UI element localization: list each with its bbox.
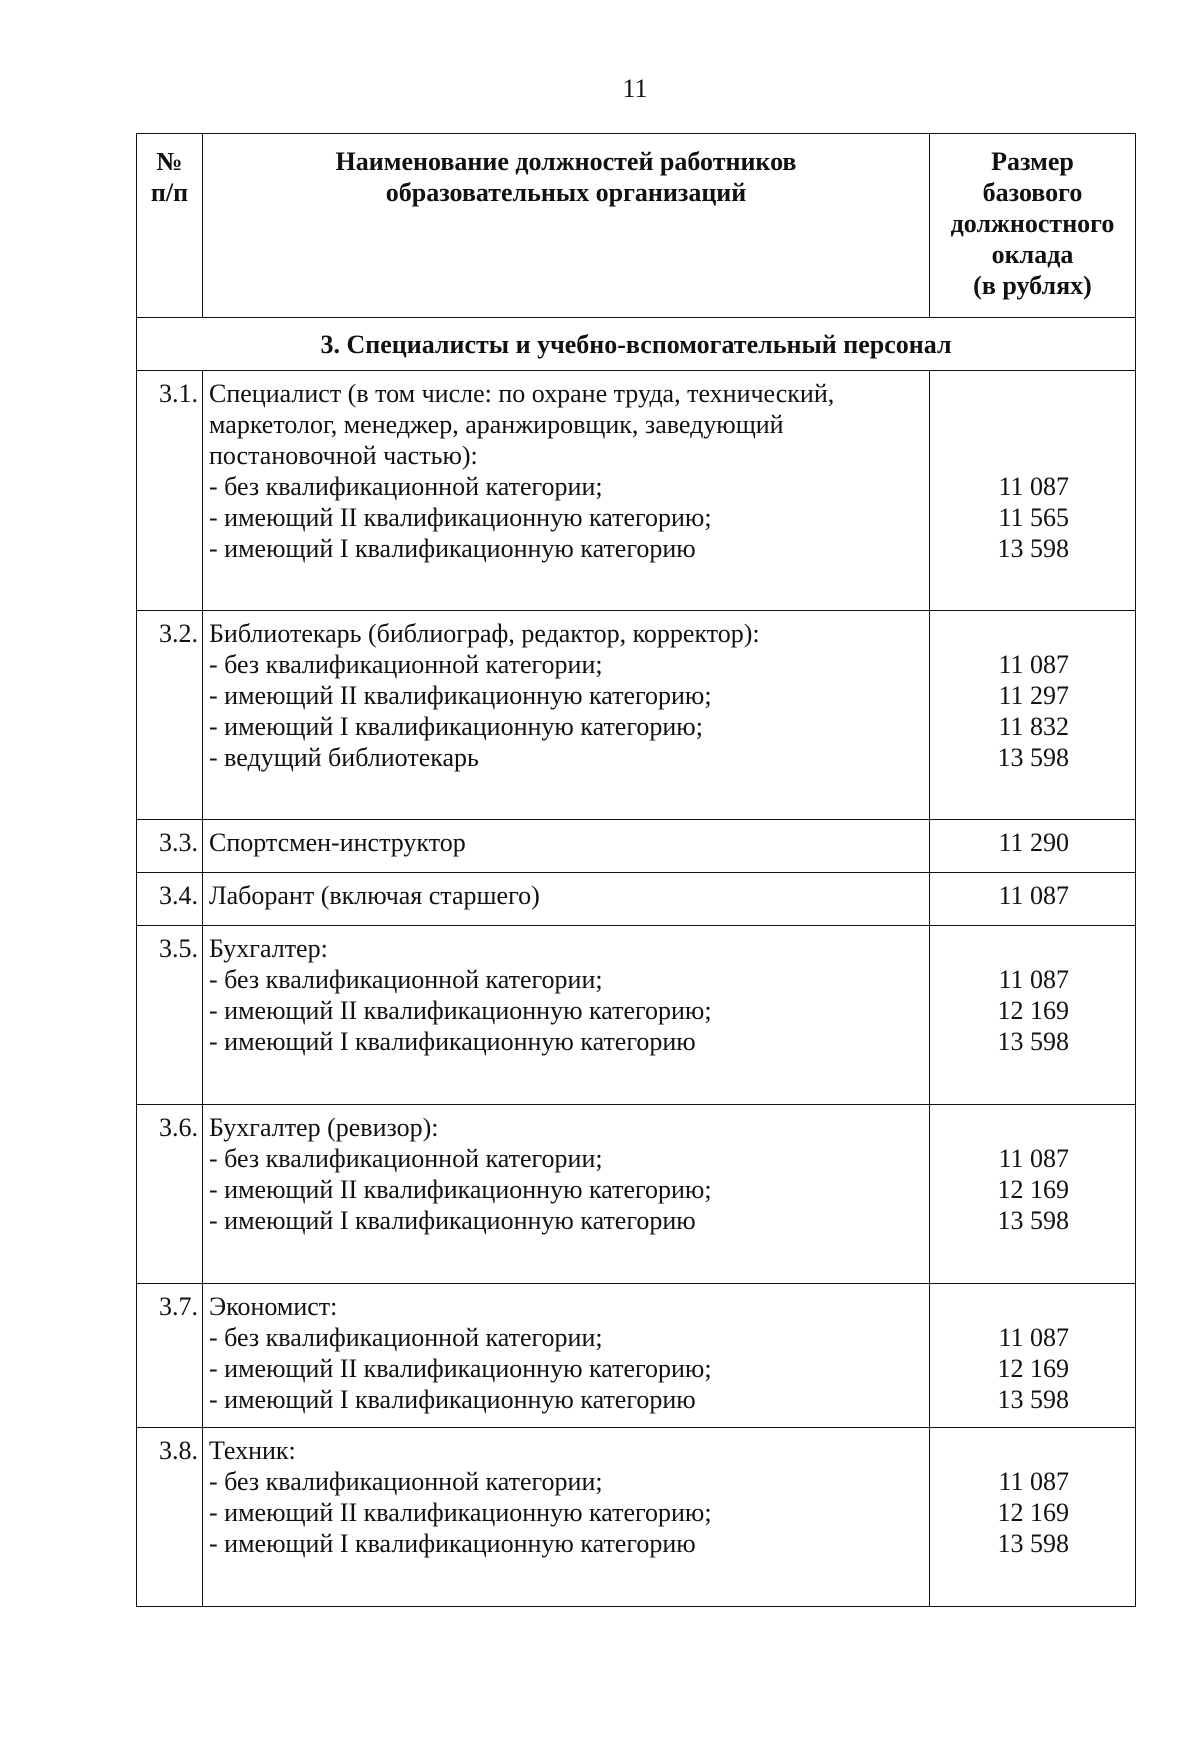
header-amount — [930, 134, 1136, 318]
position-line: маркетолог, менеджер, аранжировщик, заведующий — [209, 410, 784, 439]
amount-line: 11 087 — [998, 881, 1069, 910]
amount-line: 13 598 — [997, 1206, 1069, 1235]
position-line: - без квалификационной категории; — [209, 472, 603, 501]
amount-line: 12 169 — [997, 996, 1069, 1025]
amount-line: 13 598 — [997, 743, 1069, 772]
position-name — [203, 1284, 930, 1428]
salary-amount — [930, 873, 1136, 926]
position-name — [203, 1428, 930, 1607]
amount-line: 12 169 — [997, 1498, 1069, 1527]
row-number: 3.7. — [137, 1284, 203, 1428]
amount-line — [930, 1435, 1069, 1466]
row-number: 3.8. — [137, 1428, 203, 1607]
row-number: 3.3. — [137, 820, 203, 873]
table-row — [137, 1105, 1136, 1284]
salary-amount — [930, 1284, 1136, 1428]
salary-amount — [930, 611, 1136, 820]
header-name-line: образовательных организаций — [385, 178, 747, 207]
amount-line — [930, 1112, 1069, 1143]
header-amount-line: Размер — [991, 147, 1074, 176]
salary-amount — [930, 1105, 1136, 1284]
amount-line: 11 087 — [998, 965, 1069, 994]
amount-line: 13 598 — [997, 534, 1069, 563]
salary-amount — [930, 1428, 1136, 1607]
position-line: - имеющий II квалификационную категорию; — [209, 1354, 712, 1383]
header-amount-line: должностного — [950, 209, 1115, 238]
amount-line: 11 087 — [998, 1467, 1069, 1496]
position-line: Экономист: — [209, 1292, 338, 1321]
section-title: 3. Специалисты и учебно-вспомогательный персонал — [137, 318, 1136, 371]
table-row — [137, 1428, 1136, 1607]
header-num-line: п/п — [150, 178, 189, 207]
header-amount-line: оклада — [991, 240, 1074, 269]
salary-amount — [930, 820, 1136, 873]
salary-table — [136, 133, 1136, 1607]
position-line: Специалист (в том числе: по охране труда, технический, — [209, 379, 835, 408]
position-line: Спортсмен-инструктор — [209, 828, 466, 857]
position-line: Бухгалтер (ревизор): — [209, 1113, 439, 1142]
amount-line: 11 290 — [998, 828, 1069, 857]
amount-line: 11 087 — [998, 472, 1069, 501]
amount-line: 11 565 — [998, 503, 1069, 532]
table-row — [137, 873, 1136, 926]
amount-line: 11 087 — [998, 1144, 1069, 1173]
position-line: - ведущий библиотекарь — [209, 743, 479, 772]
position-line: постановочной частью): — [209, 441, 478, 470]
position-line: - имеющий I квалификационную категорию; — [209, 712, 703, 741]
salary-amount — [930, 371, 1136, 611]
amount-line: 12 169 — [997, 1175, 1069, 1204]
page-number: 11 — [622, 74, 648, 103]
section-row — [137, 318, 1136, 371]
header-num — [137, 134, 203, 318]
position-line: Лаборант (включая старшего) — [209, 881, 540, 910]
amount-line: 12 169 — [997, 1354, 1069, 1383]
row-number: 3.4. — [137, 873, 203, 926]
amount-line: 11 832 — [998, 712, 1069, 741]
table-row — [137, 820, 1136, 873]
position-line: - без квалификационной категории; — [209, 1467, 603, 1496]
position-line: - имеющий I квалификационную категорию — [209, 1385, 696, 1414]
amount-line: 11 087 — [998, 1323, 1069, 1352]
position-line: - имеющий I квалификационную категорию — [209, 1206, 696, 1235]
header-amount-line: (в рублях) — [973, 271, 1092, 300]
position-name — [203, 820, 930, 873]
header-num-line: № — [156, 147, 183, 176]
amount-line — [930, 440, 1069, 471]
amount-line: 11 087 — [998, 650, 1069, 679]
position-line: - имеющий II квалификационную категорию; — [209, 996, 712, 1025]
table-row — [137, 1284, 1136, 1428]
row-number: 3.6. — [137, 1105, 203, 1284]
position-line: - без квалификационной категории; — [209, 965, 603, 994]
position-line: - имеющий II квалификационную категорию; — [209, 1498, 712, 1527]
amount-line: 11 297 — [998, 681, 1069, 710]
row-number: 3.5. — [137, 926, 203, 1105]
row-number: 3.2. — [137, 611, 203, 820]
position-line: - имеющий II квалификационную категорию; — [209, 1175, 712, 1204]
salary-amount — [930, 926, 1136, 1105]
amount-line — [930, 618, 1069, 649]
amount-line — [930, 933, 1069, 964]
amount-line: 13 598 — [997, 1385, 1069, 1414]
position-line: Бухгалтер: — [209, 934, 328, 963]
header-name — [203, 134, 930, 318]
position-name — [203, 611, 930, 820]
table-row — [137, 926, 1136, 1105]
position-name — [203, 873, 930, 926]
table-row — [137, 371, 1136, 611]
position-line: - без квалификационной категории; — [209, 1144, 603, 1173]
position-line: - имеющий I квалификационную категорию — [209, 534, 696, 563]
position-line: - имеющий I квалификационную категорию — [209, 1027, 696, 1056]
position-name — [203, 926, 930, 1105]
position-line: Библиотекарь (библиограф, редактор, корректор): — [209, 619, 760, 648]
amount-line — [930, 1291, 1069, 1322]
amount-line: 13 598 — [997, 1529, 1069, 1558]
position-line: - без квалификационной категории; — [209, 650, 603, 679]
amount-line: 13 598 — [997, 1027, 1069, 1056]
position-line: - имеющий II квалификационную категорию; — [209, 503, 712, 532]
position-line: - имеющий I квалификационную категорию — [209, 1529, 696, 1558]
row-number: 3.1. — [137, 371, 203, 611]
position-name — [203, 371, 930, 611]
header-name-line: Наименование должностей работников — [335, 147, 797, 176]
position-name — [203, 1105, 930, 1284]
table-row — [137, 611, 1136, 820]
position-line: - имеющий II квалификационную категорию; — [209, 681, 712, 710]
position-line: Техник: — [209, 1436, 296, 1465]
amount-line — [930, 378, 1069, 409]
position-line: - без квалификационной категории; — [209, 1323, 603, 1352]
amount-line — [930, 409, 1069, 440]
header-amount-line: базового — [982, 178, 1083, 207]
table-header-row — [137, 134, 1136, 318]
